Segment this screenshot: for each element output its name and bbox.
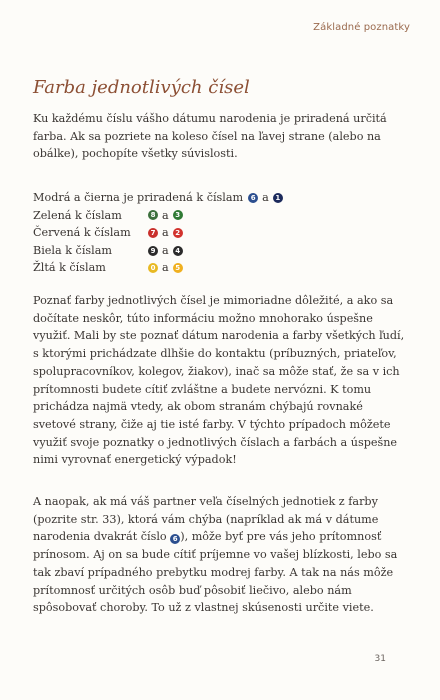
section-title: Farba jednotlivých čísel bbox=[33, 77, 250, 98]
conjunction: a bbox=[162, 226, 169, 240]
color-number-pair bbox=[148, 224, 183, 242]
number-circle-icon: 4 bbox=[173, 246, 183, 256]
number-circle-icon: 3 bbox=[173, 210, 183, 220]
color-list-item bbox=[33, 259, 283, 277]
color-label: Žltá k číslam bbox=[33, 261, 106, 275]
intro-paragraph: Ku každému číslu vášho dátumu narodenia je priradená určitá farba. Ak sa pozriete na koleso čísel na ľavej strane (alebo na obálke), pochopíte všetky súvislosti. bbox=[33, 112, 387, 161]
number-circle-icon: 8 bbox=[148, 210, 158, 220]
conjunction: a bbox=[162, 208, 169, 222]
paragraph-text: A naopak, ak má váš partner veľa číselných jednotiek z farby (pozrite str. 33), ktorá vám chýba (napríklad ak má v dátume narodenia dvakrát číslo bbox=[33, 495, 379, 544]
conjunction: a bbox=[262, 191, 269, 204]
number-circle-icon: 1 bbox=[273, 193, 283, 203]
number-circle-icon: 5 bbox=[173, 263, 183, 273]
color-label: Biela k číslam bbox=[33, 243, 113, 257]
color-label: Zelená k číslam bbox=[33, 208, 122, 222]
running-head: Základné poznatky bbox=[313, 22, 410, 33]
conjunction: a bbox=[162, 243, 169, 257]
number-circle-icon: 0 bbox=[148, 263, 158, 273]
number-circle-icon: 9 bbox=[148, 246, 158, 256]
color-number-pair bbox=[248, 189, 283, 207]
number-circle-icon: 7 bbox=[148, 228, 158, 238]
color-number-pair bbox=[148, 242, 183, 260]
number-circle-icon: 2 bbox=[173, 228, 183, 238]
number-circle-icon: 6 bbox=[248, 193, 258, 203]
color-number-list bbox=[33, 189, 283, 277]
color-list-item bbox=[33, 207, 283, 225]
conjunction: a bbox=[162, 261, 169, 275]
paragraph-text: ), môže byť pre vás jeho prítomnosť prínosom. Aj on sa bude cítiť príjemne vo vašej blízkosti, lebo sa tak zbaví prípadného prebytku modrej farby. A tak na nás môže prítomnosť určitých osôb buď pôsobiť liečivo, alebo nám spôsobovať choroby. To už z vlastnej skúsenosti určite viete. bbox=[33, 530, 398, 615]
number-circle-icon: 6 bbox=[170, 534, 180, 544]
body-paragraph: Poznať farby jednotlivých čísel je mimoriadne dôležité, a ako sa dočítate neskôr, túto informáciu možno mnohorako úspešne využiť. Mali by ste poznať dátum narodenia a farby všetkých ľudí, s ktorými prichádzate dlhšie do kontaktu (príbuzných, priateľov, spolupracovníkov, kolegov, žiakov), inač sa môže stať, že sa v ich prítomnosti budete cítiť zvláštne a budete nervózni. K tomu prichádza najmä vtedy, ak obom stranám chýbajú rovnaké svetové strany, čiže aj tie isté farby. V týchto prípadoch môžete využiť svoje poznatky o jednotlivých číslach a farbách a úspešne nimi vyrovnať energetický výpadok! bbox=[33, 294, 405, 467]
color-label: Modrá a čierna je priradená k číslam bbox=[33, 191, 244, 204]
color-list-item bbox=[33, 224, 283, 242]
page-number: 31 bbox=[374, 654, 386, 664]
color-list-item bbox=[33, 189, 283, 207]
color-label: Červená k číslam bbox=[33, 226, 131, 240]
body-paragraph bbox=[33, 493, 408, 617]
color-number-pair bbox=[148, 259, 183, 277]
color-number-pair bbox=[148, 207, 183, 225]
color-list-item bbox=[33, 242, 283, 260]
